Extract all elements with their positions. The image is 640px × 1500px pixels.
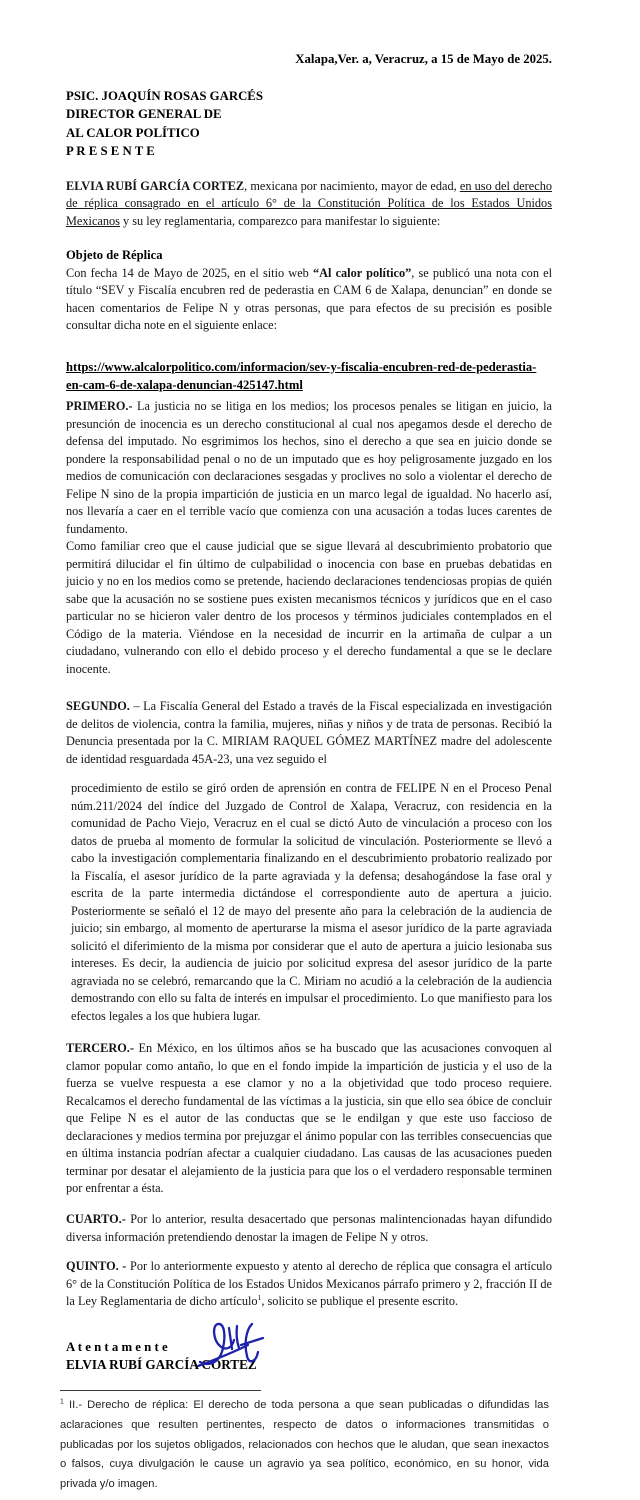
quinto-section (66, 1258, 552, 1311)
quinto-paragraph: QUINTO. - Por lo anteriormente expuesto y atento al derecho de réplica que consagra el artículo 6° de la Constitución Política de los Estados Unidos Mexicanos párrafo primero y 2, fracción II de la Ley Reglamentaria de dicho artículo$^1$, solicito se publique el presente escrito. (66, 1259, 552, 1308)
primero-section (66, 398, 552, 678)
objeto-heading: Objeto de Réplica (66, 248, 163, 263)
closing-salutation: A t e n t a m e n t e (66, 1340, 168, 1354)
como-familiar-paragraph: Como familiar creo que el cause judicial que se sigue llevará al descubrimiento probatorio que permitirá dilucidar el fin último de culpabilidad o inocencia con base en pruebas debatidas en juicio y no en los medios como se pretende, haciendo declaraciones tendenciosas propias de quién sabe que la acusación no se sostiene pues existen mecanismos técnicos y jurídicos que en el caso particular no se hicieron valer dentro de los procesos y términos judiciales contemplados en el Código de la materia. Viéndose en la necesidad de incurrir en la artimaña de culpar a un ciudadano, vulnerando con ello el debido proceso y el derecho fundamental a que se le declare inocente. (66, 539, 552, 676)
objeto-paragraph: Con fecha 14 de Mayo de 2025, en el sitio web “Al calor político”, se publicó una nota con el título “SEV y Fiscalía encubren red de pederastia en CAM 6 de Xalapa, denuncian” en donde se hacen comentarios de Felipe N y otras personas, que para efectos de su precisión es posible consultar dicha note en el siguiente enlace: (66, 265, 553, 333)
footnote-separator (60, 1390, 261, 1391)
presente-line: P R E S E N T E (66, 144, 155, 159)
signature-scribble-icon (196, 1318, 266, 1374)
cuarto-paragraph: CUARTO.- Por lo anterior, resulta desacertado que personas malintencionadas hayan difundido diversa información pretendiendo denostar la imagen de Felipe N y otros. (66, 1212, 552, 1244)
segundo-section (66, 698, 552, 1025)
segundo-paragraph-b: procedimiento de estilo se giró orden de aprensión en contra de FELIPE N en el Proceso Penal núm.211/2024 del índice del Juzgado de Control de Xalapa, Veracruz, con residencia en la comunidad de Pacho Viejo, Veracruz en el cual se dictó Auto de vinculación a proceso con los datos de prueba al momento de formular la solicitud de vinculación. Posteriormente se llevó a cabo la investigación complementaria finalizando en el descubrimiento probatorio realizado por la Fiscalía, el asesor jurídico de la parte agraviada y la defensa; desahogándose la fase oral y escrita de la parte intermedia dictándose el correspondiente auto de apertura a juicio. Posteriormente se señaló el 12 de mayo del presente año para la celebración de la audiencia de juicio; sin embargo, al momento de aperturarse la misma el asesor jurídico de la parte agraviada solicitó el diferimiento de la misma por considerar que el auto de apertura a juicio lesionaba sus intereses. Es decir, la audiencia de juicio por solicitud expresa del asesor jurídico de la parte agraviada no se celebró, remarcando que la C. Miriam no acudió a la celebración de la audiencia demostrando con ello su falta de interés en impulsar el procedimiento. Lo que manifiesto para los efectos legales a los que hubiera lugar. (71, 781, 552, 1023)
article-link[interactable]: https://www.alcalorpolitico.com/informacion/sev-y-fiscalia-encubren-red-de-pederastia-en-cam-6-de-xalapa-denuncian-425147.html (66, 359, 537, 392)
date-line: Xalapa,Ver. a, Veracruz, a 15 de Mayo de 2025. (295, 52, 552, 66)
footnote-text: $^1$ II.- Derecho de réplica: El derecho de toda persona a que sean publicadas o difundidas las aclaraciones que resulten pertinentes, respecto de datos o informaciones transmitidas o publicadas por los sujetos obligados, relacionados con hechos que le aludan, que sean inexactos o falsos, cuya divulgación le cause un agravio ya sea político, económico, en su honor, vida privada y/o imagen. (60, 1398, 549, 1491)
signer-name: ELVIA RUBÍ GARCÍA CORTEZ (66, 1357, 257, 1372)
intro-paragraph: ELVIA RUBÍ GARCÍA CORTEZ, mexicana por nacimiento, mayor de edad, en uso del derecho de réplica consagrado en el artículo 6° de la Constitución Política de los Estados Unidos Mexicanos y su ley reglamentaria, comparezco para manifestar lo siguiente: (66, 178, 552, 228)
tercero-section (66, 1040, 552, 1198)
letter-header-section (66, 50, 552, 394)
primero-paragraph: PRIMERO.- La justicia no se litiga en los medios; los procesos penales se litigan en juicio, la presunción de inocencia es un derecho constitucional al cual nos apegamos desde el derecho de defensa del imputado. No esgrimimos los hechos, sino el derecho a que sea en juicio donde se pondere la responsabilidad penal o no de un imputado que es hoy peligrosamente juzgado en los medios de comunicación con declaraciones sesgadas y proclives no solo a violentar el derecho de Felipe N sino de la propia impartición de justicia en un marco legal de igualdad. No hacerlo así, nos llevaría a caer en el terrible vacío que comienza con una acusación a todas luces carentes de fundamento. (66, 399, 552, 536)
cuarto-section (66, 1211, 552, 1246)
tercero-paragraph: TERCERO.- En México, en los últimos años se ha buscado que las acusaciones convoquen al clamor popular como antaño, lo que en el fondo impide la impartición de justicia y el uso de la fuerza se vuelve respuesta a ese clamor y no a la objetividad que todo proceso requiere. Recalcamos el derecho fundamental de las víctimas a la justicia, sin que ello sea óbice de concluir que Felipe N es el autor de las conductas que se le endilgan y que este uso faccioso de declaraciones y medios termina por prejuzgar el ánimo popular con las terribles consecuencias que en última instancia podrían afectar a cualquier ciudadano. Las causas de las acusaciones pueden terminar por desatar el alejamiento de la justicia para que los o el verdadero responsable terminen por enfrentar a ésta. (66, 1041, 552, 1195)
segundo-paragraph-a: SEGUNDO. – La Fiscalía General del Estado a través de la Fiscal especializada en investigación de delitos de violencia, contra la familia, mujeres, niñas y niños y de trata de personas. Recibió la Denuncia presentada por la C. MIRIAM RAQUEL GÓMEZ MARTÍNEZ madre del adolescente de identidad resguardada 45A-23, una vez seguido el (66, 699, 552, 766)
recipient-title: DIRECTOR GENERAL DE (66, 107, 222, 122)
closing-block (66, 1338, 552, 1374)
recipient-name: PSIC. JOAQUÍN ROSAS GARCÉS (66, 89, 263, 103)
recipient-block (66, 87, 552, 161)
recipient-organization: AL CALOR POLÍTICO (66, 125, 200, 140)
